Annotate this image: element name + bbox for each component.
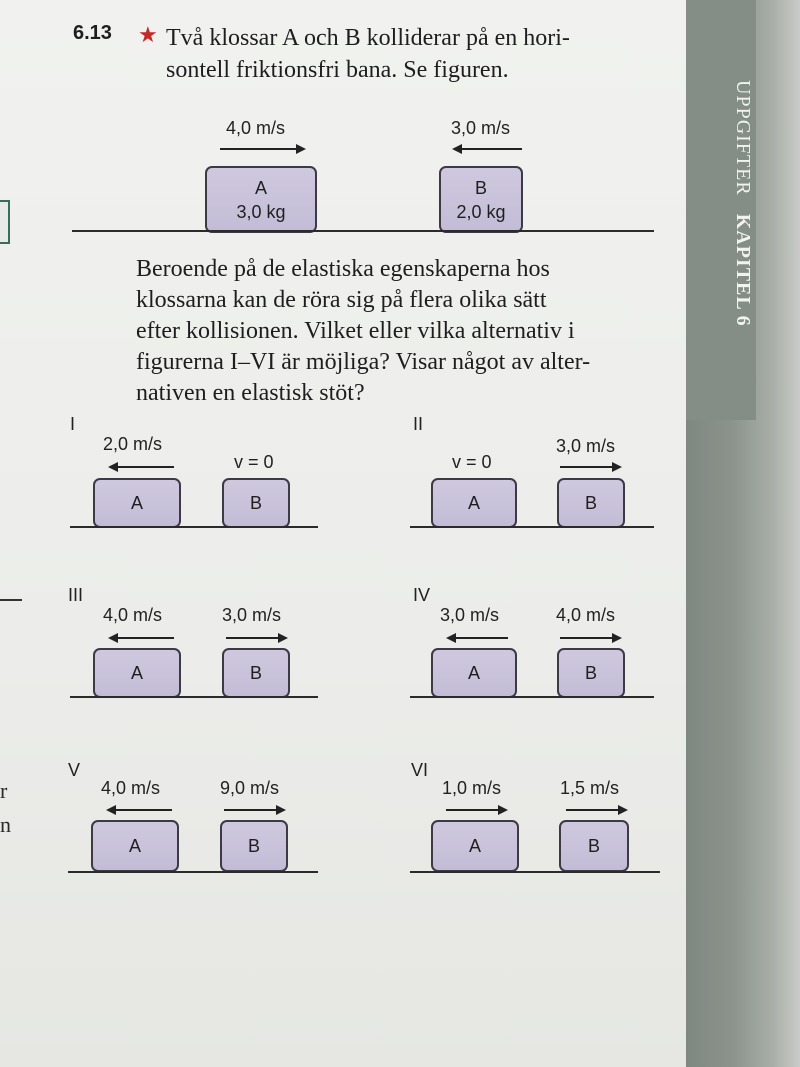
block-label: B	[474, 177, 487, 198]
option-numeral: II	[413, 414, 424, 434]
margin-mark	[0, 200, 10, 244]
option-numeral: I	[70, 414, 76, 434]
main-b-velocity: 3,0 m/s	[451, 118, 511, 138]
option-a-velocity: 3,0 m/s	[440, 605, 500, 625]
option-a-velocity: 2,0 m/s	[103, 434, 163, 454]
option-b-velocity: 1,5 m/s	[560, 778, 620, 798]
option-numeral: V	[68, 760, 81, 780]
main-block-a	[205, 166, 317, 233]
option-block-b: B	[222, 478, 290, 528]
option-b-velocity: 4,0 m/s	[556, 605, 616, 625]
arrow-right-icon	[560, 631, 622, 645]
option-block-b: B	[559, 820, 629, 872]
star-icon: ★	[138, 22, 158, 47]
option-ground-line	[410, 871, 660, 873]
margin-fragment: r	[0, 778, 8, 803]
problem-number: 6.13	[73, 22, 112, 44]
option-ground-line	[68, 871, 318, 873]
arrow-left-icon	[106, 803, 172, 817]
block-mass: 3,0 kg	[236, 201, 286, 222]
option-ground-line	[70, 526, 318, 528]
question-line: Beroende på de elastiska egenskaperna hos	[136, 256, 550, 282]
option-block-a: A	[431, 478, 517, 528]
option-a-velocity: v = 0	[452, 452, 492, 472]
problem-question	[136, 254, 656, 409]
option-block-a: A	[91, 820, 179, 872]
arrow-left-icon	[108, 631, 174, 645]
intro-line: sontell friktionsfri bana. Se figuren.	[166, 57, 509, 83]
arrow-left-icon	[108, 460, 174, 474]
arrow-right-icon	[224, 803, 286, 817]
arrow-right-icon	[220, 142, 306, 156]
arrow-right-icon	[560, 460, 622, 474]
sidebar-section: UPPGIFTER	[732, 80, 754, 196]
option-a-velocity: 4,0 m/s	[103, 605, 163, 625]
option-numeral: IV	[413, 585, 431, 605]
arrow-left-icon	[452, 142, 522, 156]
block-mass: 2,0 kg	[456, 201, 506, 222]
option-block-b: B	[557, 478, 625, 528]
arrow-right-icon	[446, 803, 508, 817]
option-numeral: III	[68, 585, 84, 605]
option-block-a: A	[431, 648, 517, 698]
margin-fragment: n	[0, 812, 11, 837]
question-line: klossarna kan de röra sig på flera olika sätt	[136, 287, 547, 313]
arrow-right-icon	[226, 631, 288, 645]
option-block-a: A	[93, 648, 181, 698]
option-block-b: B	[222, 648, 290, 698]
option-numeral: VI	[411, 760, 429, 780]
question-line: nativen en elastisk stöt?	[136, 380, 365, 406]
option-block-a: A	[93, 478, 181, 528]
main-block-b	[439, 166, 523, 233]
option-b-velocity: 9,0 m/s	[220, 778, 280, 798]
sidebar-heading	[731, 80, 754, 327]
arrow-right-icon	[566, 803, 628, 817]
margin-dash	[0, 599, 22, 601]
option-ground-line	[410, 526, 654, 528]
option-a-velocity: 4,0 m/s	[101, 778, 161, 798]
option-ground-line	[70, 696, 318, 698]
block-label: A	[254, 177, 267, 198]
option-block-b: B	[557, 648, 625, 698]
question-line: efter kollisionen. Vilket eller vilka alternativ i	[136, 318, 575, 344]
option-b-velocity: 3,0 m/s	[222, 605, 282, 625]
problem-intro	[166, 22, 636, 86]
option-ground-line	[410, 696, 654, 698]
intro-line: Två klossar A och B kolliderar på en hori-	[166, 25, 570, 51]
sidebar-chapter: KAPITEL 6	[732, 213, 754, 327]
question-line: figurerna I–VI är möjliga? Visar något av alter-	[136, 349, 591, 375]
main-ground-line	[72, 230, 654, 232]
option-b-velocity: 3,0 m/s	[556, 436, 616, 456]
main-a-velocity: 4,0 m/s	[226, 118, 286, 138]
option-a-velocity: 1,0 m/s	[442, 778, 502, 798]
option-block-b: B	[220, 820, 288, 872]
option-block-a: A	[431, 820, 519, 872]
option-b-velocity: v = 0	[234, 452, 274, 472]
arrow-left-icon	[446, 631, 508, 645]
